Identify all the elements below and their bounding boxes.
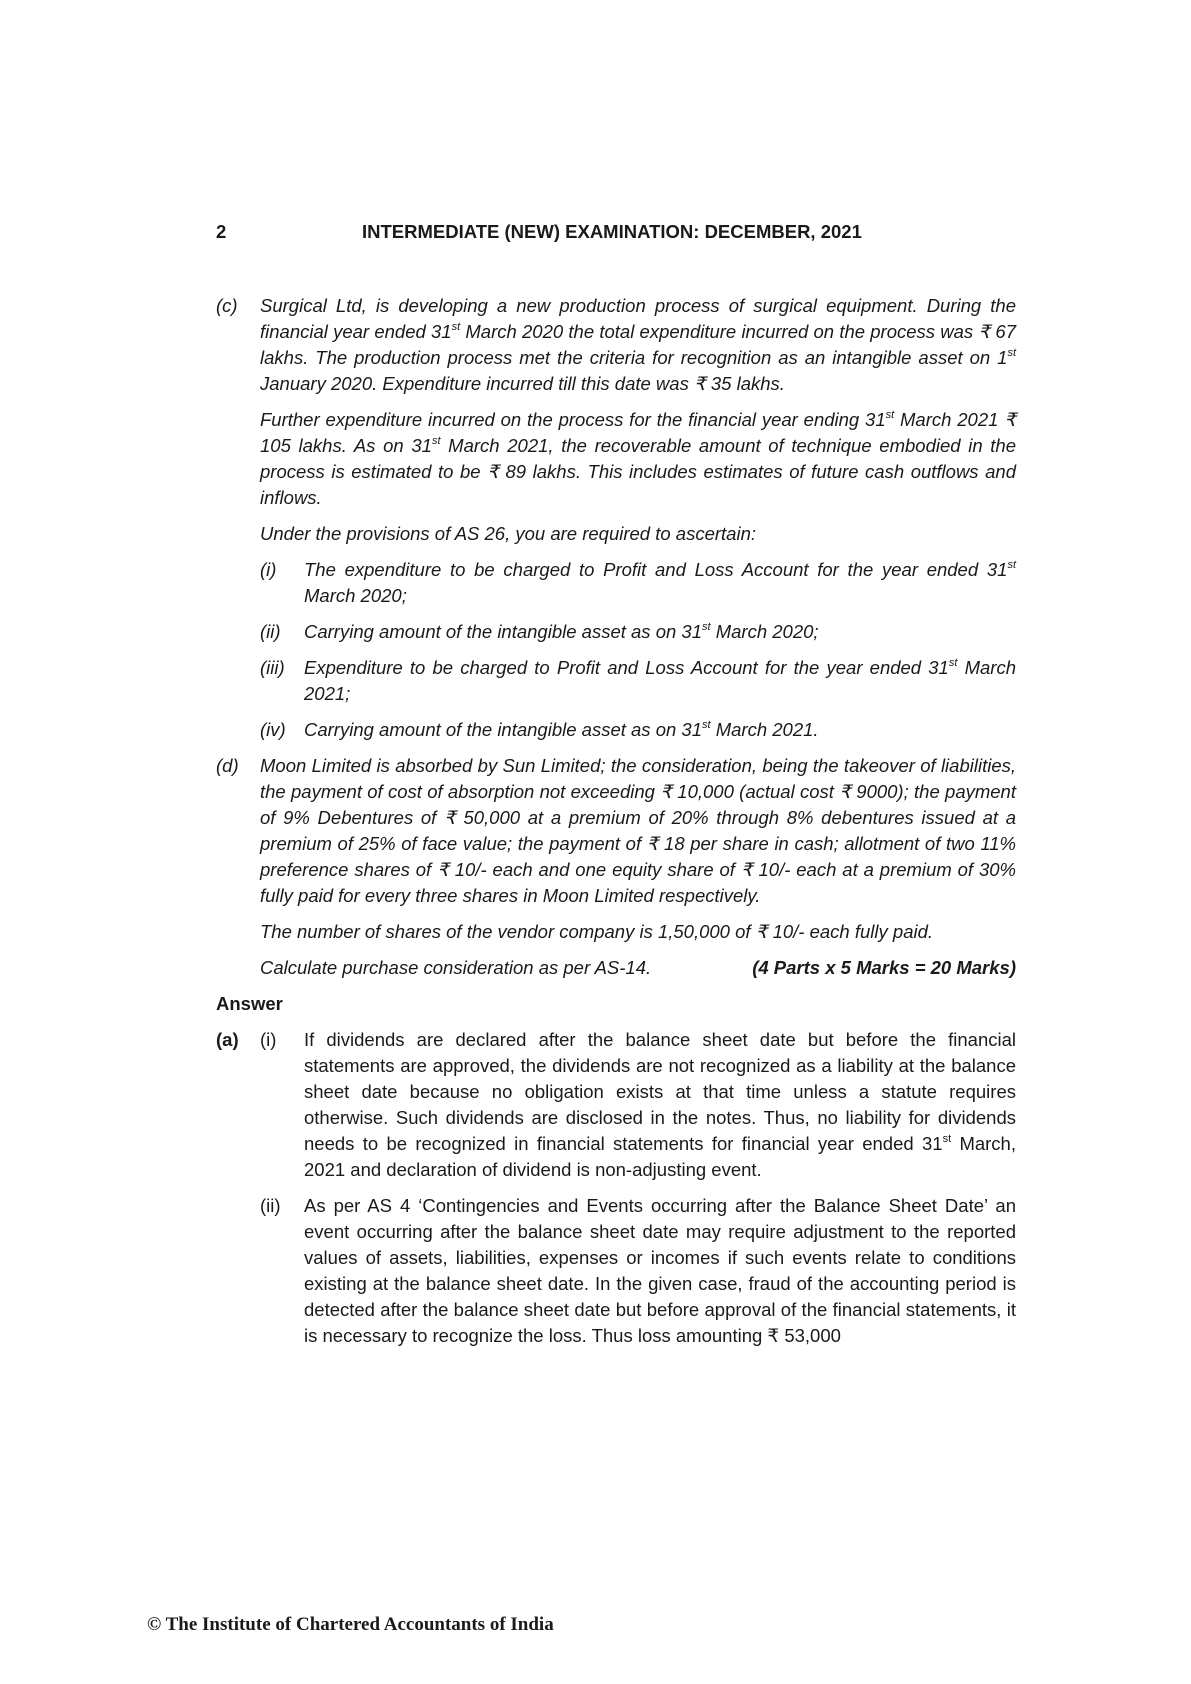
- answer-part-label: (a): [216, 1029, 239, 1050]
- marks-allocation: (4 Parts x 5 Marks = 20 Marks): [752, 957, 1016, 978]
- page-body: [216, 293, 1016, 1349]
- question-d-paragraph-2: The number of shares of the vendor company is 1,50,000 of ₹ 10/- each fully paid.: [260, 921, 934, 942]
- answer-sub-label-i: (i): [260, 1029, 277, 1050]
- question-d: [216, 753, 1016, 981]
- question-c-paragraph-3: Under the provisions of AS 26, you are required to ascertain:: [260, 523, 757, 544]
- question-d-instruction-line: [260, 955, 1016, 981]
- answer-sub-label-ii: (ii): [260, 1195, 281, 1216]
- page-number: 2: [216, 221, 227, 242]
- question-c-paragraph-1: Surgical Ltd, is developing a new production process of surgical equipment. During the financial year ended 31st March 2020 the total expenditure incurred on the process was ₹ 67 lakhs. The production process met the criteria for recognition as an intangible asset on 1st January 2020. Expenditure incurred till this date was ₹ 35 lakhs.: [260, 295, 1016, 394]
- question-d-label: (d): [216, 755, 239, 776]
- question-c-label: (c): [216, 295, 238, 316]
- question-c-paragraph-2: Further expenditure incurred on the process for the financial year ending 31st March 2021 ₹ 105 lakhs. As on 31st March 2021, the recoverable amount of technique embodied in the process is estimated to be ₹ 89 lakhs. This includes estimates of future cash outflows and inflows.: [260, 408, 1017, 508]
- answer-a-i: (a) (i) If dividends are declared after the balance sheet date but before the financial statements are approved, the dividends are not recognized as a liability at the balance sheet date because no obligation exists at that time unless a statute requires otherwise. Such dividends are disclosed in the notes. Thus, no liability for dividends needs to be recognized in financial statements for financial year ended 31st March, 2021 and declaration of dividend is non-adjusting event.: [216, 1029, 1016, 1180]
- question-c-item-iv: (iv) Carrying amount of the intangible asset as on 31st March 2021.: [260, 718, 819, 740]
- exam-title: INTERMEDIATE (NEW) EXAMINATION: DECEMBER, 2021: [362, 221, 862, 242]
- copyright-footer: © The Institute of Chartered Accountants of India: [147, 1614, 554, 1635]
- question-c-item-i: (i) The expenditure to be charged to Profit and Loss Account for the year ended 31st March 2020;: [260, 558, 1016, 606]
- question-c-item-ii: (ii) Carrying amount of the intangible asset as on 31st March 2020;: [260, 620, 819, 642]
- question-c: [216, 293, 1016, 743]
- question-c-item-iii: (iii) Expenditure to be charged to Profit and Loss Account for the year ended 31st March 2021;: [260, 656, 1016, 704]
- question-d-paragraph-1: Moon Limited is absorbed by Sun Limited; the consideration, being the takeover of liabilities, the payment of cost of absorption not exceeding ₹ 10,000 (actual cost ₹ 9000); the payment of 9% Debentures of ₹ 50,000 at a premium of 20% through 8% debentures issued at a premium of 25% of face value; the payment of ₹ 18 per share in cash; allotment of two 11% preference shares of ₹ 10/- each and one equity share of ₹ 10/- each at a premium of 30% fully paid for every three shares in Moon Limited respectively.: [260, 755, 1016, 906]
- answer-heading: Answer: [216, 993, 283, 1014]
- page-header: [216, 221, 1016, 245]
- question-d-instruction: Calculate purchase consideration as per AS-14.: [260, 957, 652, 978]
- answer-a-ii: (ii) As per AS 4 ‘Contingencies and Events occurring after the Balance Sheet Date’ an event occurring after the balance sheet date may require adjustment to the reported values of assets, liabilities, expenses or incomes if such events relate to conditions existing at the balance sheet date. In the given case, fraud of the accounting period is detected after the balance sheet date but before approval of the financial statements, it is necessary to recognize the loss. Thus loss amounting ₹ 53,000: [260, 1195, 1016, 1346]
